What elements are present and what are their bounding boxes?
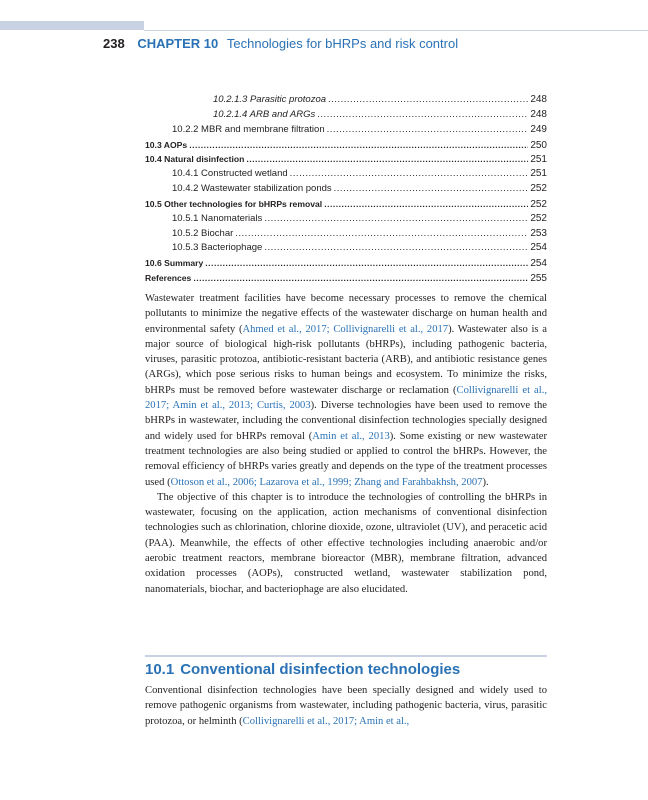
toc-entry-page: 252 <box>530 198 547 210</box>
text-run: ). Wastewater also is a major source of biological high-risk pollutants (bHRPs), including pathogenic bacteria, viruses, parasitic protozoa, antibiotic-resistant bacteria (ARB), and antibiotic resistance genes (ARGs), which pose serious risks to human beings and ecosystem. To minimize the risks, bHRPs must be removed before wastewater discharge or reclamation ( <box>145 323 547 396</box>
toc-leader-dots <box>317 108 528 123</box>
toc-leader-dots <box>264 241 528 256</box>
text-run: ). Some existing or new wastewater treatment technologies are also being studied or applied to control the bHRPs. However, the removal efficiency of bHRPs varies greatly and depends on the type of the treatment processes used ( <box>145 430 547 488</box>
toc-entry-page: 252 <box>530 212 547 224</box>
toc-leader-dots <box>327 123 529 138</box>
header-accent-bar <box>0 21 144 30</box>
toc-entry-title: 10.6 Summary <box>145 258 204 269</box>
toc-leader-dots <box>290 167 529 182</box>
toc-entry[interactable] <box>145 123 547 138</box>
paragraph <box>145 291 547 490</box>
toc-entry-page: 248 <box>530 94 547 105</box>
toc-entry-title: References <box>145 273 192 284</box>
toc-leader-dots <box>264 212 528 227</box>
toc-entry[interactable] <box>145 271 547 286</box>
toc-leader-dots <box>334 182 529 197</box>
chapter-label: CHAPTER 10 <box>137 36 219 51</box>
toc-entry-title: 10.2.1.4 ARB and ARGs <box>213 108 316 120</box>
toc-entry-title: 10.5.1 Nanomaterials <box>172 212 263 224</box>
toc-entry-page: 249 <box>530 123 547 135</box>
toc-entry-page: 251 <box>530 168 547 180</box>
text-run: ). Diverse technologies have been used to remove the bHRPs in wastewater, including the conventional disinfection technologies specially designed and widely used for bHRPs removal ( <box>145 400 547 442</box>
toc-entry[interactable] <box>145 152 547 167</box>
toc-leader-dots <box>246 152 528 167</box>
section-rule <box>145 655 547 657</box>
paragraph <box>145 490 547 597</box>
toc-entry-page: 248 <box>530 108 547 120</box>
section-number: 10.1 <box>145 661 175 678</box>
toc-entry[interactable] <box>145 241 547 256</box>
toc-entry[interactable] <box>145 227 547 242</box>
toc-leader-dots <box>205 256 528 271</box>
toc-entry-title: 10.4.1 Constructed wetland <box>172 168 288 180</box>
toc-entry[interactable] <box>145 138 547 153</box>
citation-link[interactable]: Collivignarelli et al., 2017; Amin et al., <box>242 715 410 727</box>
toc-entry-title: 10.4 Natural disinfection <box>145 154 245 165</box>
section-body-text <box>145 683 547 729</box>
citation-link[interactable]: Amin et al., 2013 <box>312 430 390 442</box>
header-rule <box>144 30 648 31</box>
text-run: ). <box>482 476 489 488</box>
text-run: Conventional disinfection technologies have been specially designed and widely used to remove pathogenic organisms from wastewater, including pathogenic bacteria, virus, parasitic protozoa, or helminth ( <box>145 685 547 727</box>
text-run: Wastewater treatment facilities have become necessary processes to remove the chemical pollutants to minimize the negative effects of the wastewater discharge on human health and environmental safety ( <box>145 293 547 335</box>
toc-entry[interactable] <box>145 212 547 227</box>
toc-entry[interactable] <box>145 256 547 271</box>
paragraph <box>145 683 547 729</box>
toc-leader-dots <box>324 197 528 212</box>
toc-leader-dots <box>189 138 528 153</box>
section-title: Conventional disinfection technologies <box>180 661 461 678</box>
intro-text <box>145 291 547 597</box>
citation-link[interactable]: Ahmed et al., 2017; Collivignarelli et al., 2017 <box>242 323 449 335</box>
toc-entry[interactable] <box>145 93 547 108</box>
table-of-contents <box>145 93 547 286</box>
toc-entry-title: 10.5 Other technologies for bHRPs removal <box>145 198 323 209</box>
toc-entry-title: 10.5.2 Biochar <box>172 227 234 239</box>
toc-entry-page: 253 <box>530 227 547 239</box>
text-run: The objective of this chapter is to introduce the technologies of controlling the bHRPs in wastewater, focusing on the application, action mechanisms of conventional disinfection technologies such as chlorination, chlorine dioxide, ozone, ultraviolet (UV), and peracetic acid (PAA). Meanwhile, the effects of other effective technologies including anaerobic and/or aerobic treatment reactors, membrane bioreactor (MBR), membrane filtration, advanced oxidation processes (AOPs), constructed wetland, wastewater stabilization pond, nanomaterials, biochar, and bacteriophage are also elucidated. <box>145 491 547 595</box>
toc-entry-title: 10.3 AOPs <box>145 139 188 150</box>
toc-entry-page: 252 <box>530 183 547 195</box>
toc-leader-dots <box>328 93 528 108</box>
running-header <box>103 35 458 53</box>
chapter-title: Technologies for bHRPs and risk control <box>226 36 459 51</box>
toc-leader-dots <box>193 271 528 286</box>
toc-entry-title: 10.2.2 MBR and membrane filtration <box>172 123 325 135</box>
citation-link[interactable]: Collivignarelli et al., 2017; Amin et al., 2013; Curtis, 2003 <box>145 384 547 412</box>
toc-entry-page: 250 <box>530 139 547 151</box>
toc-entry[interactable] <box>145 167 547 182</box>
toc-entry[interactable] <box>145 197 547 212</box>
toc-entry[interactable] <box>145 108 547 123</box>
citation-link[interactable]: Ottoson et al., 2006; Lazarova et al., 1999; Zhang and Farahbakhsh, 2007 <box>170 476 483 488</box>
toc-entry-title: 10.2.1.3 Parasitic protozoa <box>213 94 327 105</box>
toc-entry-title: 10.4.2 Wastewater stabilization ponds <box>172 183 332 195</box>
toc-entry-page: 255 <box>530 273 547 285</box>
toc-entry-page: 251 <box>530 154 547 166</box>
section-heading <box>145 661 460 678</box>
toc-entry-page: 254 <box>530 258 547 270</box>
toc-entry-title: 10.5.3 Bacteriophage <box>172 242 263 254</box>
toc-entry[interactable] <box>145 182 547 197</box>
toc-entry-page: 254 <box>530 242 547 254</box>
page-number: 238 <box>103 36 125 51</box>
toc-leader-dots <box>235 227 528 242</box>
